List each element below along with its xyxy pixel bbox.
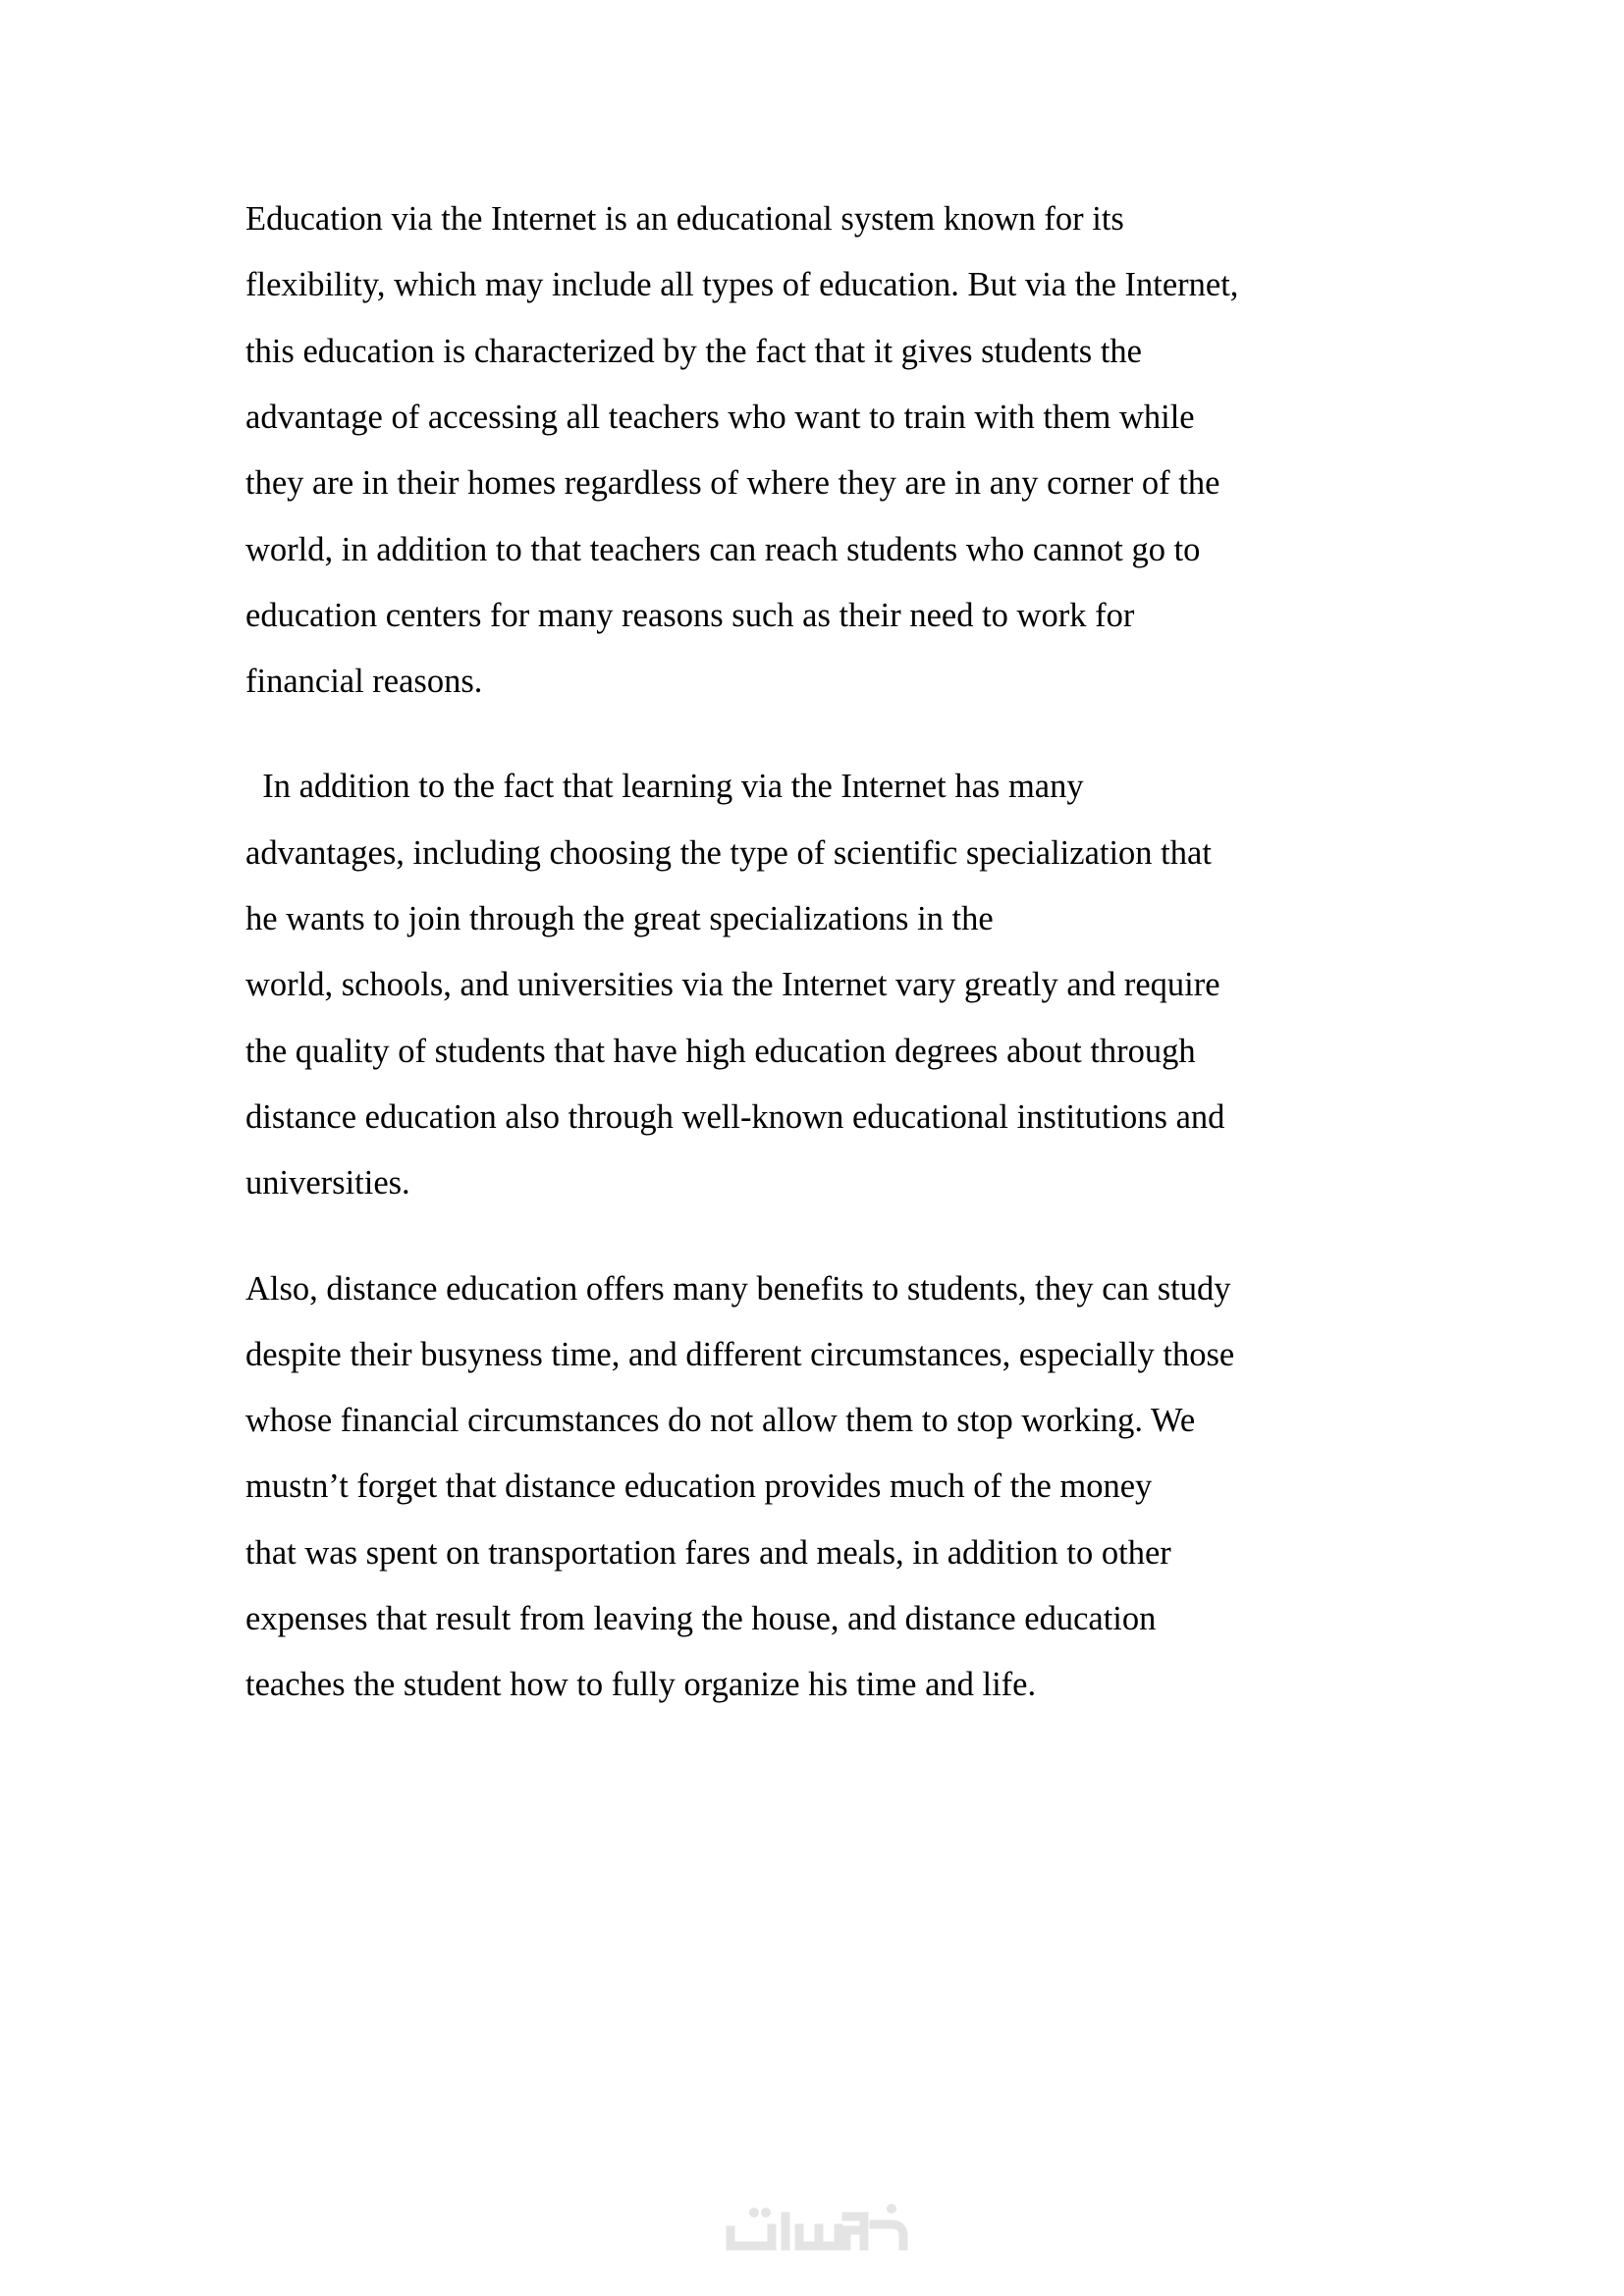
text-line: despite their busyness time, and different circumstances, especially those bbox=[245, 1335, 1235, 1373]
text-line: world, in addition to that teachers can reach students who cannot go to bbox=[245, 530, 1201, 568]
text-line: advantage of accessing all teachers who want to train with them while bbox=[245, 398, 1195, 436]
text-line: Education via the Internet is an educational system known for its bbox=[245, 200, 1124, 238]
text-line: In addition to the fact that learning via the Internet has many bbox=[245, 768, 1084, 806]
text-line: they are in their homes regardless of where they are in any corner of the bbox=[245, 464, 1220, 503]
text-line: flexibility, which may include all types of education. But via the Internet, bbox=[245, 266, 1239, 304]
text-line: mustn’t forget that distance education provides much of the money bbox=[245, 1468, 1153, 1506]
watermark bbox=[717, 2199, 913, 2258]
text-line: universities. bbox=[245, 1164, 410, 1202]
text-line: world, schools, and universities via the Internet vary greatly and require bbox=[245, 966, 1220, 1004]
text-line: education centers for many reasons such as their need to work for bbox=[245, 596, 1135, 634]
text-line: advantages, including choosing the type of scientific specialization that bbox=[245, 833, 1212, 872]
text-line: whose financial circumstances do not allow them to stop working. We bbox=[245, 1402, 1196, 1440]
text-line: financial reasons. bbox=[245, 663, 483, 701]
text-line: the quality of students that have high education degrees about through bbox=[245, 1032, 1196, 1070]
text-line: he wants to join through the great specializations in the bbox=[245, 900, 994, 937]
text-line: teaches the student how to fully organize his time and life. bbox=[245, 1666, 1037, 1704]
text-line: expenses that result from leaving the house, and distance education bbox=[245, 1600, 1157, 1637]
khamsat-logo-icon bbox=[717, 2199, 913, 2258]
text-line: this education is characterized by the fact that it gives students the bbox=[245, 332, 1142, 370]
text-line: Also, distance education offers many benefits to students, they can study bbox=[245, 1269, 1231, 1308]
text-line: distance education also through well-known educational institutions and bbox=[245, 1097, 1225, 1136]
text-line: that was spent on transportation fares and meals, in addition to other bbox=[245, 1533, 1171, 1572]
